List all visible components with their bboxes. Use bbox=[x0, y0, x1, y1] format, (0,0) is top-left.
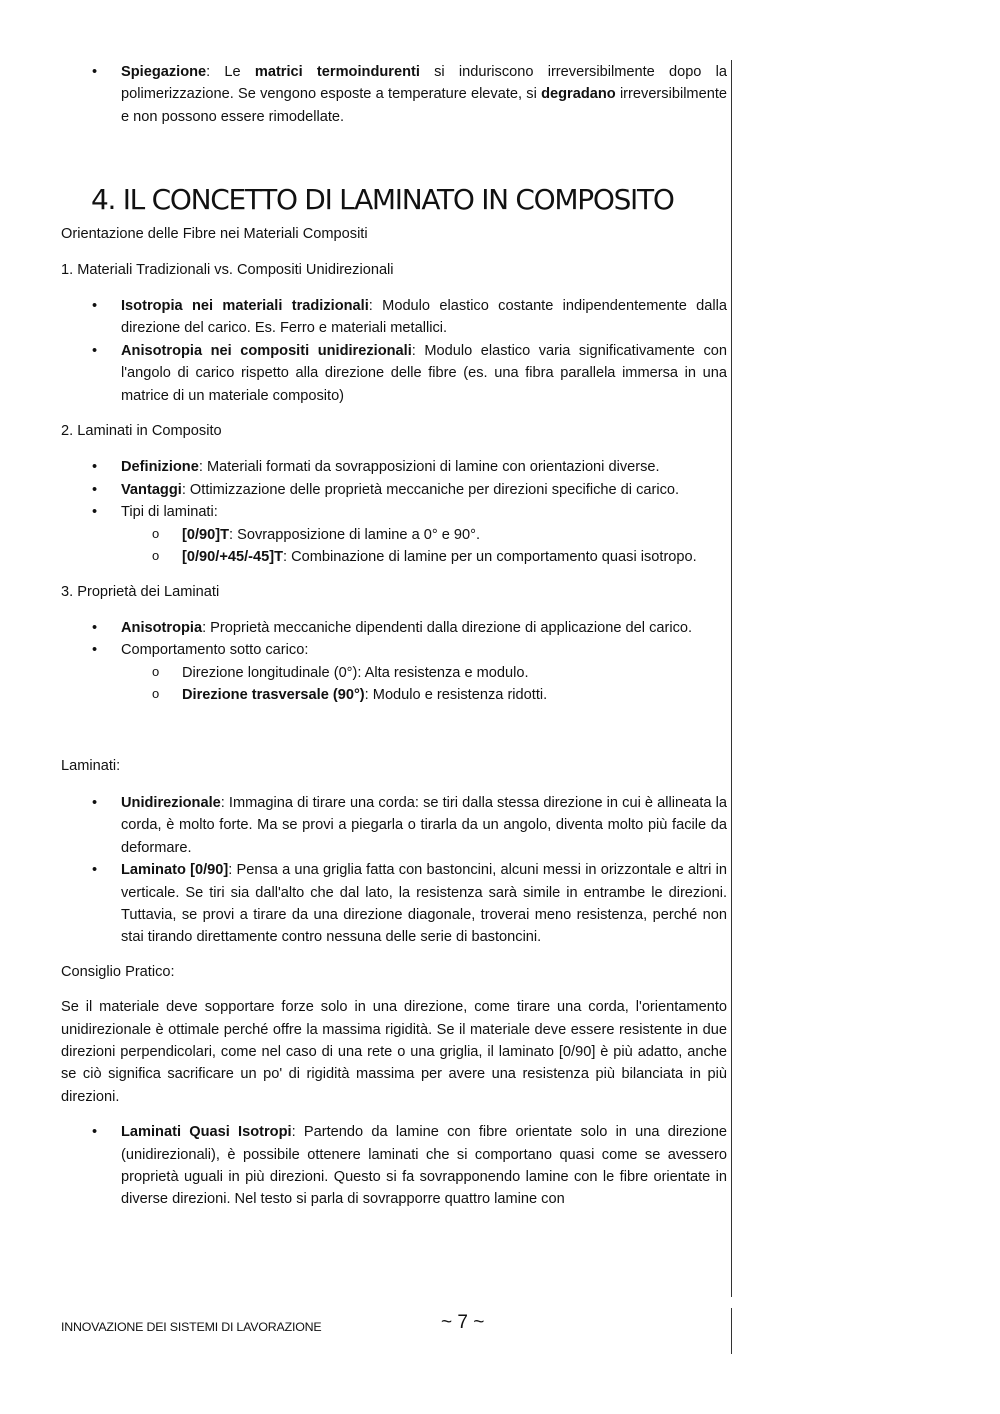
sub-list-item: o Direzione trasversale (90°): Modulo e resistenza ridotti. bbox=[182, 684, 727, 706]
bullet-list bbox=[61, 456, 727, 568]
list-item: • Vantaggi: Ottimizzazione delle proprietà meccaniche per direzioni specifiche di carico. bbox=[121, 479, 727, 501]
sub-list bbox=[121, 662, 727, 707]
list-item: • Anisotropia: Proprietà meccaniche dipendenti dalla direzione di applicazione del carico. bbox=[121, 617, 727, 639]
right-margin-rule bbox=[731, 60, 732, 1297]
list-item: • Tipi di laminati: o [0/90]T: Sovrapposizione di lamine a 0° e 90°. o [0/90/+45/-45]T: Combinazione di lamine per un comportamento quasi isotropo. bbox=[121, 501, 727, 568]
subsection-title: 1. Materiali Tradizionali vs. Compositi Unidirezionali bbox=[61, 261, 394, 278]
list-item: • Unidirezionale: Immagina di tirare una corda: se tiri dalla stessa direzione in cui è allineata la corda, è molto forte. Ma se provi a piegarla o tirarla da un angolo, diventa molto più facile da deformare. bbox=[121, 792, 727, 859]
list-item: • Definizione: Materiali formati da sovrapposizioni di lamine con orientazioni diverse. bbox=[121, 456, 727, 478]
subsection-title: 3. Proprietà dei Laminati bbox=[61, 583, 220, 600]
subsection-title: 2. Laminati in Composito bbox=[61, 423, 222, 440]
top-bullet-list bbox=[61, 61, 727, 128]
page-content bbox=[61, 60, 727, 1211]
page-number: ~ 7 ~ bbox=[441, 1312, 485, 1333]
sub-list bbox=[121, 524, 727, 569]
list-item: • Laminato [0/90]: Pensa a una griglia fatta con bastoncini, alcuni messi in orizzontale e altri in verticale. Se tiri sia dall'alto che dal lato, la resistenza sarà simile in entrambe le direzioni. Tuttavia, se provi a tirare da una direzione diagonale, troverai meno resistenza, perché non stai tirando direttamente contro nessuna delle serie di bastoncini. bbox=[121, 859, 727, 949]
bullet-list bbox=[61, 792, 727, 949]
sub-list-item: o [0/90]T: Sovrapposizione di lamine a 0° e 90°. bbox=[182, 524, 727, 546]
bullet-list bbox=[61, 295, 727, 407]
subsection-title: Laminati: bbox=[61, 757, 121, 774]
subsection-title: Consiglio Pratico: bbox=[61, 963, 175, 980]
footer-title: INNOVAZIONE DEI SISTEMI DI LAVORAZIONE bbox=[61, 1320, 322, 1334]
footer-margin-rule bbox=[731, 1308, 732, 1354]
intro-line: Orientazione delle Fibre nei Materiali Compositi bbox=[61, 226, 368, 243]
sub-list-item: o [0/90/+45/-45]T: Combinazione di lamine per un comportamento quasi isotropo. bbox=[182, 546, 727, 568]
list-item: • Comportamento sotto carico: o Direzione longitudinale (0°): Alta resistenza e modulo. o Direzione trasversale (90°): Modulo e resistenza ridotti. bbox=[121, 639, 727, 706]
bullet-list bbox=[61, 1121, 727, 1211]
section-heading: 4. IL CONCETTO DI LAMINATO IN COMPOSITO bbox=[91, 183, 674, 217]
list-item: • Laminati Quasi Isotropi: Partendo da lamine con fibre orientate solo in una direzione (unidirezionali), è possibile ottenere laminati che si comportano quasi come se avessero proprietà uguali in più direzioni. Questo si fa sovrapponendo lamine con le fibre orientate in diverse direzioni. Nel testo si parla di sovrapporre quattro lamine con bbox=[121, 1121, 727, 1211]
list-item: • Anisotropia nei compositi unidirezionali: Modulo elastico varia significativamente con l'angolo di carico rispetto alla direzione delle fibre (es. una fibra parallela immersa in una matrice di un materiale composito) bbox=[121, 340, 727, 407]
bullet-list bbox=[61, 617, 727, 707]
list-item: • Isotropia nei materiali tradizionali: Modulo elastico costante indipendentemente dalla direzione del carico. Es. Ferro e materiali metallici. bbox=[121, 295, 727, 340]
list-item: • Spiegazione: Le matrici termoindurenti si induriscono irreversibilmente dopo la polimerizzazione. Se vengono esposte a temperature elevate, si degradano irreversibilmente e non possono essere rimodellate. bbox=[121, 61, 727, 128]
sub-list-item: o Direzione longitudinale (0°): Alta resistenza e modulo. bbox=[182, 662, 727, 684]
paragraph: Se il materiale deve sopportare forze solo in una direzione, come tirare una corda, l'orientamento unidirezionale è ottimale perché offre la massima rigidità. Se il materiale deve essere resistente in due direzioni perpendicolari, come nel caso di una rete o una griglia, il laminato [0/90] è più adatto, anche se ciò significa sacrificare un po' di rigidità massima per avere una resistenza più bilanciata in più direzioni. bbox=[61, 999, 727, 1105]
